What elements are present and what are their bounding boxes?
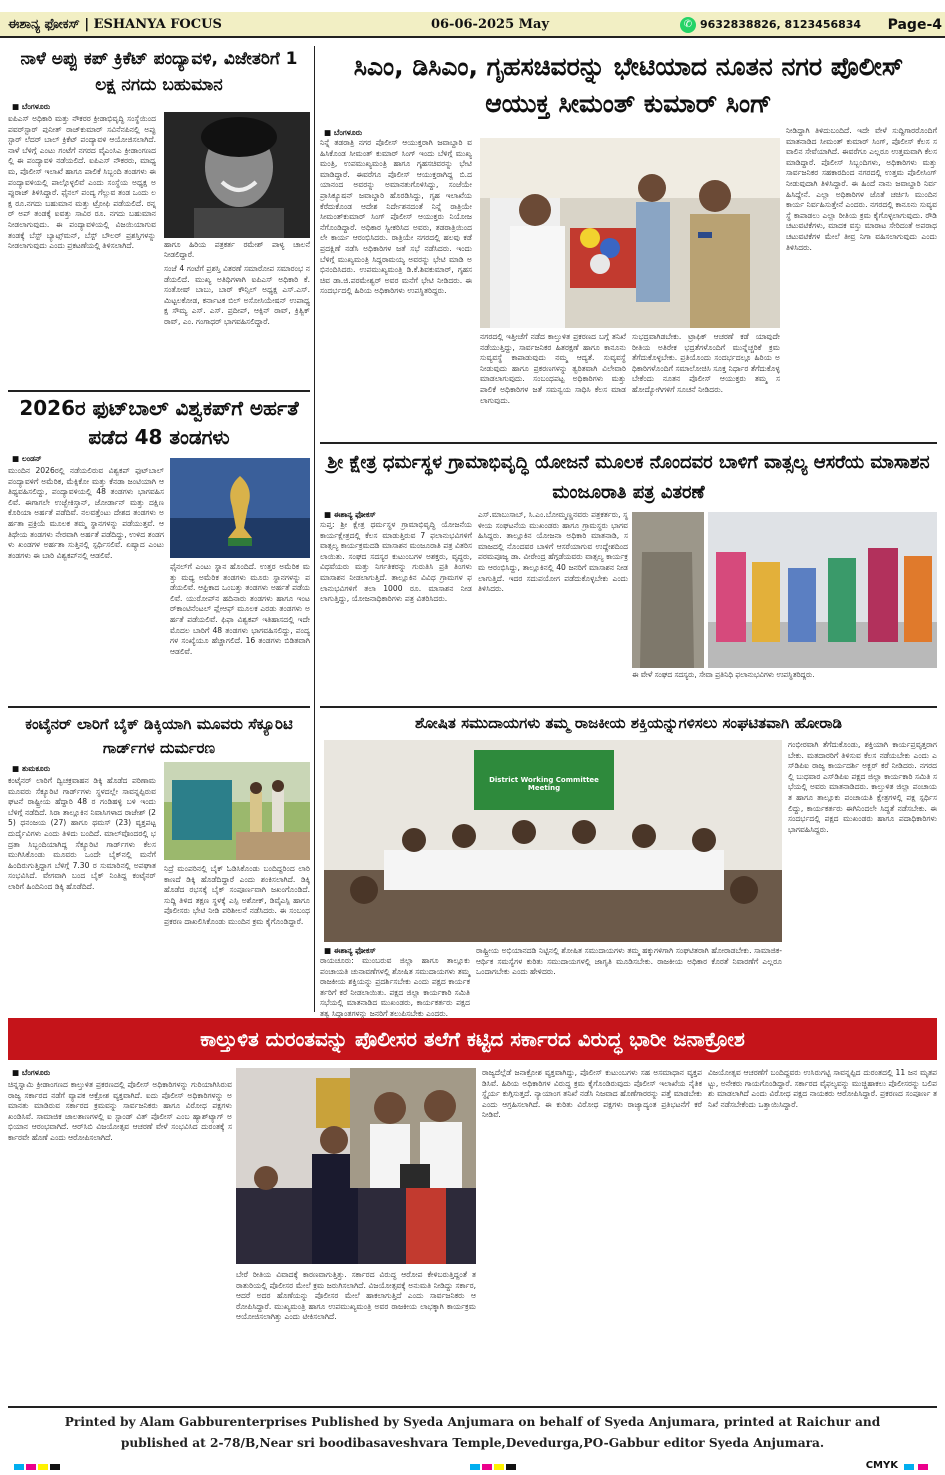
- cmyk-label: CMYK: [865, 1460, 898, 1471]
- dharmasthala-body-1: ಸುಪ್ತ: ಶ್ರೀ ಕ್ಷೇತ್ರ ಧರ್ಮಸ್ಥಳ ಗ್ರಾಮಾಭಿವೃದ್ಧಿ ಯೋಜನೆಯ ಕಾರ್ಯಕ್ಷೇತ್ರದಲ್ಲಿ ಕೆಲಸ ಮಾಡುತ್ತಿರುವ 7 ಫಲಾನುಭವಿಗಳಿಗೆ ವಾತ್ಸಲ್ಯ ಕಾರ್ಯಕ್ರಮದಡಿ ಮಾಸಾಶನ ಮಂಜೂರಾತಿ ಪತ್ರ ವಿತರಿಸಲಾಯಿತು. ಸಂಘದ ಸದಸ್ಯರ ಕುಟುಂಬಗಳ ಅಶಕ್ತರು, ವೃದ್ಧರು, ವಿಧವೆಯರು ಮತ್ತು ನಿರ್ಗತಿಕರನ್ನು ಗುರುತಿಸಿ ಪ್ರತಿ ತಿಂಗಳು ಮಾಸಾಶನ ನೀಡಲಾಗುತ್ತಿದೆ. ತಾಲ್ಲೂಕಿನ ವಿವಿಧ ಗ್ರಾಮಗಳ ಫಲಾನುಭವಿಗಳಿಗೆ ತಲಾ 1000 ರೂ. ಮಾಸಾಶನ ನೀಡಲಾಗುತ್ತಿದ್ದು, ಯೋಜನಾಧಿಕಾರಿಗಳು ಪತ್ರ ವಿತರಿಸಿದರು.: [320, 520, 472, 604]
- stampede-dateline: ■ ಬೆಂಗಳೂರು: [12, 1068, 51, 1077]
- cm-dcm-press-image: [350, 1068, 476, 1188]
- divider: [8, 706, 310, 708]
- whatsapp-icon: ✆: [680, 17, 696, 33]
- column-divider: [314, 46, 315, 1012]
- fifa-body-1: ಮುಂದಿನ 2026ರಲ್ಲಿ ನಡೆಯಲಿರುವ ವಿಶ್ವಕಪ್ ಫುಟ್‌ಬಾಲ್ ಪಂದ್ಯಾವಳಿಗೆ ಅಮೆರಿಕ, ಮೆಕ್ಸಿಕೋ ಮತ್ತು ಕೆನಡಾ ಜಂಟಿಯಾಗಿ ಆತಿಥ್ಯವಹಿಸಲಿದ್ದು, ಪಂದ್ಯಾವಳಿಯಲ್ಲಿ 48 ತಂಡಗಳು ಭಾಗವಹಿಸಲಿವೆ. ಈಗಾಗಲೇ ಉಜ್ಬೇಕಿಸ್ತಾನ್, ಜೋರ್ಡಾನ್ ಮತ್ತು ದಕ್ಷಿಣ ಕೊರಿಯಾ ಅರ್ಹತೆ ಪಡೆದಿವೆ. ನಲವತ್ತೆಂಟು ದೇಶದ ತಂಡಗಳು ಅರ್ಹತಾ ಪ್ರಕ್ರಿಯೆ ಮೂಲಕ ತಮ್ಮ ಸ್ಥಾನಗಳನ್ನು ಪಡೆಯುತ್ತವೆ. ಆತಿಥೇಯ ತಂಡಗಳು ನೇರವಾಗಿ ಅರ್ಹತೆ ಪಡೆದಿದ್ದು, ಉಳಿದ ತಂಡಗಳು ಖಂಡಗಳ ಅರ್ಹತಾ ಸುತ್ತಿನಲ್ಲಿ ಸ್ಪರ್ಧಿಸಲಿವೆ. ಏಷ್ಯಾದ ಎಂಟು ತಂಡಗಳು ಈ ಬಾರಿ ವಿಶ್ವಕಪ್‌ನಲ್ಲಿ ಆಡಲಿವೆ.: [8, 466, 164, 560]
- dharmasthala-photo-2: [708, 512, 937, 668]
- stampede-photo-leaders: [350, 1068, 476, 1188]
- printer-imprint: Printed by Alam Gabburenterprises Published by Syeda Anjumara on behalf of Syeda Anjumara, printed at Raichur and published at 2-78/B,Near sri boodibasaveshvara Temple,Devedurga,PO-Gabbur editor Syeda Anjumara.: [64, 1415, 881, 1450]
- container-dateline: ■ ತುಮಕೂರು: [12, 764, 51, 773]
- container-body-1: ಕಂಟೈನರ್ ಲಾರಿಗೆ ದ್ವಿಚಕ್ರವಾಹನ ಡಿಕ್ಕಿ ಹೊಡೆದ ಪರಿಣಾಮ ಮೂವರು ಸೆಕ್ಯೂರಿಟಿ ಗಾರ್ಡ್‌ಗಳು ಸ್ಥಳದಲ್ಲೇ ಸಾವನ್ನಪ್ಪಿರುವ ಘಟನೆ ರಾಷ್ಟ್ರೀಯ ಹೆದ್ದಾರಿ 48 ರ ಗಂಡಿಹಳ್ಳಿ ಬಳಿ ಇಂದು ಬೆಳಿಗ್ಗೆ ನಡೆದಿದೆ. ಸಿರಾ ತಾಲ್ಲೂಕಿನ ನಿವಾಸಿಗಳಾದ ರಾಜೇಶ್ (25) ಧನಂಜಯ (27) ಹಾಗೂ ಥಮಸ್ (23) ವ್ಯಕ್ತಪಟ್ಟ ದುರ್ದೈವಿಗಳು ಎಂದು ತಿಳಿದು ಬಂದಿದೆ. ಮಾಲ್‌ವೊಂದರಲ್ಲಿ ಭದ್ರತಾ ಸಿಬ್ಬಂದಿಯಾಗಿದ್ದ ಸೆಕ್ಯೂರಿಟಿ ಗಾರ್ಡ್‌ಗಳು ಕೆಲಸ ಮುಗಿಸಿಕೊಂಡು ಮೂವರು ಒಂದೇ ಬೈಕ್‌ನಲ್ಲಿ ಮನೆಗೆ ಹಿಂದಿರುಗುತ್ತಿದ್ದಾಗ ಬೆಳಿಗ್ಗೆ 7.30 ರ ಸುಮಾರಿನಲ್ಲಿ ಅಪಘಾತ ಸಂಭವಿಸಿದೆ. ವೇಗವಾಗಿ ಬಂದ ಬೈಕ್ ನಿಂತಿದ್ದ ಕಂಟೈನರ್ ಲಾರಿಗೆ ಹಿಂದಿನಿಂದ ಡಿಕ್ಕಿ ಹೊಡೆದಿದೆ.: [8, 776, 156, 891]
- cricket-photo-puneeth: [164, 112, 310, 238]
- cricket-dateline: ■ ಬೆಂಗಳೂರು: [12, 102, 51, 111]
- police-headline: ಸಿಎಂ, ಡಿಸಿಎಂ, ಗೃಹಸಚಿವರನ್ನು ಭೇಟಿಯಾದ ನೂತನ ನಗರ ಪೊಲೀಸ್ ಆಯುಕ್ತ ಸೀಮಂತ್ ಕುಮಾರ್ ಸಿಂಗ್: [353, 52, 904, 118]
- issue-date: 06-06-2025 May: [430, 17, 550, 32]
- footer-divider: [8, 1406, 937, 1408]
- dharmasthala-headline: ಶ್ರೀ ಕ್ಷೇತ್ರ ಧರ್ಮಸ್ಥಳ ಗ್ರಾಮಾಭಿವೃದ್ಧಿ ಯೋಜನೆ ಮೂಲಕ ನೊಂದವರ ಬಾಳಿಗೆ ವಾತ್ಸಲ್ಯ ಆಸರೆಯ ಮಾಸಾಶನ ಮಂಜೂರಾತಿ ಪತ್ರ ವಿತರಣೆ: [327, 452, 930, 503]
- cricket-body-2: ಸಂಜೆ 4 ಗಂಟೆಗೆ ಪ್ರಶಸ್ತಿ ವಿತರಣೆ ಸಮಾರೋಪ ಸಮಾರಂಭ ನಡೆಯಲಿದೆ. ಮುಖ್ಯ ಅತಿಥಿಗಳಾಗಿ ಐಪಿಎಸ್ ಅಧಿಕಾರಿ ಕೆ. ಸಂತೋಷ್ ಬಾಬು, ಬಾರ್ ಕೌನ್ಸಿಲ್ ಅಧ್ಯಕ್ಷ ಎಸ್.ಎಸ್. ಮಿಟ್ಟಲಕೋಡ, ಕರ್ನಾಟಕ ಬಿಲ್ ಅಸೋಸಿಯೇಷನ್ ಉಪಾಧ್ಯಕ್ಷ ಸೌಮ್ಯ ಎಸ್. ಎಸ್. ಪ್ರದೀಪ್, ಆಕ್ಸಿನ್ ರಾವ್, ಕ್ರಿತ್ವಿಕ್ ರಾವ್, ಎಂ. ಗಂಗಾಧರ್ ಭಾಗವಹಿಸಲಿದ್ದಾರೆ.: [164, 264, 310, 326]
- container-headline: ಕಂಟೈನರ್ ಲಾರಿಗೆ ಬೈಕ್ ಡಿಕ್ಕಿಯಾಗಿ ಮೂವರು ಸೆಕ್ಯೂರಿಟಿ ಗಾರ್ಡ್‌ಗಳ ದುರ್ಮರಣ: [25, 715, 293, 757]
- logo-en: ESHANYA FOCUS: [93, 17, 222, 32]
- registration-mark: [904, 1464, 914, 1470]
- masthead-logo: ಈಶಾನ್ಯ ಫೋಕಸ್ | ESHANYA FOCUS: [8, 17, 222, 32]
- fifa-headline: 2026ರ ಫುಟ್‌ಬಾಲ್ ವಿಶ್ವಕಪ್‌ಗೆ ಅರ್ಹತೆ ಪಡೆದ 48 ತಂಡಗಳು: [19, 396, 299, 449]
- cricket-caption: ಹಾಗೂ ಹಿರಿಯ ಪತ್ರಕರ್ತ ರಮೇಶ್ ಪಾಳ್ಯ ಚಾಲನೆ ನೀಡಲಿದ್ದಾರೆ.: [164, 240, 310, 259]
- divider: [320, 706, 937, 708]
- cricket-headline: ನಾಳೆ ಅಪ್ಪು ಕಪ್ ಕ್ರಿಕೆಟ್ ಪಂದ್ಯಾವಳಿ, ವಿಜೇತರಿಗೆ 1 ಲಕ್ಷ ನಗದು ಬಹುಮಾನ: [20, 49, 298, 95]
- dharmasthala-photo-1: [632, 512, 704, 668]
- exploited-body-1: ರಾಯಚೂರು: ಮುಂಬರುವ ಜಿಲ್ಲಾ ಹಾಗೂ ತಾಲ್ಲೂಕು ಪಂಚಾಯತಿ ಚುನಾವಣೆಗಳಲ್ಲಿ ಶೋಷಿತ ಸಮುದಾಯಗಳು ತಮ್ಮ ರಾಜಕೀಯ ಶಕ್ತಿಯನ್ನು ಪ್ರದರ್ಶಿಸಬೇಕು ಎಂದು ಪಕ್ಷದ ಕಾರ್ಯಕರ್ತರಿಗೆ ಕರೆ ನೀಡಲಾಯಿತು. ಪಕ್ಷದ ಜಿಲ್ಲಾ ಕಾರ್ಯಕಾರಿ ಸಮಿತಿ ಸಭೆಯಲ್ಲಿ ಮಾತನಾಡಿದ ಮುಖಂಡರು, ಕಾರ್ಯಕರ್ತರು ಪಕ್ಷದ ತತ್ವ ಸಿದ್ಧಾಂತಗಳನ್ನು ಜನರಿಗೆ ತಲುಪಿಸಬೇಕು ಎಂದರು.: [320, 956, 470, 1018]
- logo-text: ಈಶಾನ್ಯ ಫೋಕಸ್: [8, 17, 80, 32]
- registration-mark: [14, 1464, 24, 1470]
- dharmasthala-article: [320, 446, 937, 704]
- police-dateline: ■ ಬೆಂಗಳೂರು: [324, 128, 363, 137]
- fifa-article: [8, 394, 310, 704]
- page-number: Page-4: [887, 17, 942, 33]
- exploited-meeting-photo: [324, 740, 782, 942]
- cricket-body-1: ಐಪಿಎಸ್ ಅಧಿಕಾರಿ ಮತ್ತು ನೌಕರರ ಕ್ರೀಡಾಭಿವೃದ್ಧಿ ಸಂಸ್ಥೆಯಿಂದ ಪವರ್‌ಸ್ಟಾರ್ ಪುನೀತ್ ರಾಜ್‌ಕುಮಾರ್ ಸವಿನೆನಪಿನಲ್ಲಿ ಅಪ್ಪು ಸ್ಟಾರ್ ಲೆದರ್ ಬಾಲ್ ಕ್ರಿಕೆಟ್ ಪಂದ್ಯಾವಳಿ ಆಯೋಜಿಸಲಾಗಿದೆ. ನಾಳೆ ಬೆಳಿಗ್ಗೆ ಎಂಟು ಗಂಟೆಗೆ ನಗರದ ವೈಎಂಸಿಎ ಕ್ರೀಡಾಂಗಣದಲ್ಲಿ ಈ ಪಂದ್ಯಾವಳಿ ನಡೆಯಲಿದೆ. ಐಪಿಎಸ್ ನೌಕರರು, ಮಾಧ್ಯಮ, ಪೊಲೀಸ್ ಇಲಾಖೆ ಹಾಗೂ ಪಾಲಿಕೆ ಸಿಬ್ಬಂದಿ ತಂಡಗಳು ಈ ಪಂದ್ಯಾವಳಿಯಲ್ಲಿ ಪಾಲ್ಗೊಳ್ಳಲಿವೆ ಎಂದು ಸಂಸ್ಥೆಯ ಅಧ್ಯಕ್ಷ ಅಪ್ಪುರಾಜ್ ತಿಳಿಸಿದ್ದಾರೆ. ಫೈನಲ್ ಪಂದ್ಯ ಗೆಲ್ಲುವ ತಂಡ ಒಂದು ಲಕ್ಷ ರೂ.ನಗದು ಬಹುಮಾನ ಮತ್ತು ಟ್ರೋಫಿ ಪಡೆಯಲಿದೆ. ರನ್ನರ್ ಅಪ್ ತಂಡಕ್ಕೆ ಐವತ್ತು ಸಾವಿರ ರೂ. ನಗದು ಬಹುಮಾನ ನೀಡಲಾಗುವುದು. ಈ ಪಂದ್ಯಾವಳಿಯಲ್ಲಿ ವಿಜಯಿಯಾಗುವ ತಂಡಕ್ಕೆ ಬೆಸ್ಟ್ ಬ್ಯಾಟ್ಸ್‌ಮನ್, ಬೆಸ್ಟ್ ಬೌಲರ್ ಪ್ರಶಸ್ತಿಗಳನ್ನು ನೀಡಲಾಗುವುದು ಎಂದು ಪ್ರಕಟಣೆಯಲ್ಲಿ ತಿಳಿಸಲಾಗಿದೆ.: [8, 114, 156, 251]
- stampede-body-3: ರಾಜ್ಯದೆಲ್ಲೆಡೆ ಜನಾಕ್ರೋಶ ವ್ಯಕ್ತವಾಗಿದ್ದು, ಪೊಲೀಸ್ ಕುಟುಂಬಗಳು ಸಹ ಅಸಮಾಧಾನ ವ್ಯಕ್ತಪಡಿಸಿವೆ. ಹಿರಿಯ ಅಧಿಕಾರಿಗಳ ವಿರುದ್ಧ ಕ್ರಮ ಕೈಗೊಂಡಿರುವುದು ಪೊಲೀಸ್ ಇಲಾಖೆಯ ನೈತಿಕ ಸ್ಥೈರ್ಯ ಕುಗ್ಗಿಸುತ್ತದೆ. ನ್ಯಾಯಾಂಗ ತನಿಖೆ ನಡೆಸಿ ನಿಜವಾದ ಹೊಣೆಗಾರರನ್ನು ಪತ್ತೆ ಮಾಡಬೇಕು ಎಂದು ಆಗ್ರಹಿಸಲಾಗಿದೆ. ಈ ಕುರಿತು ವಿರೋಧ ಪಕ್ಷಗಳು ರಾಜ್ಯಾದ್ಯಂತ ಪ್ರತಿಭಟನೆಗೆ ಕರೆ ನೀಡಿವೆ.: [482, 1068, 702, 1120]
- container-accident-photo: [164, 762, 310, 860]
- divider: [320, 442, 937, 444]
- registration-mark: [38, 1464, 48, 1470]
- world-cup-trophy-image: [170, 458, 310, 558]
- contact-phones: 9632838826, 8123456834: [700, 18, 862, 31]
- police-body-4: ಸುಭದ್ರವಾಗಿಡಬೇಕು. ಟ್ರಾಫಿಕ್ ಆಚರಣೆ ಕಡೆ ಯಾವುದೇ ರೀತಿಯ ಅತಿರೇಕ ಭದ್ರತೆಗಳೊಂದಿಗೆ ಮುನ್ನೆಚ್ಚರಿಕೆ ಕ್ರಮ ತೆಗೆದುಕೊಳ್ಳಬೇಕು. ಪ್ರತಿಯೊಂದು ಸಂದರ್ಭದಲ್ಲೂ ಹಿರಿಯ ಅಧಿಕಾರಿಗಳೊಂದಿಗೆ ಸಮಾಲೋಚಿಸಿ ಸೂಕ್ತ ನಿರ್ಧಾರ ತೆಗೆದುಕೊಳ್ಳಬೇಕೆಂದು ನೂತನ ಪೊಲೀಸ್ ಆಯುಕ್ತರು ತಮ್ಮ ಸಹೋದ್ಯೋಗಿಗಳಿಗೆ ಸೂಚನೆ ನೀಡಿದರು.: [632, 332, 780, 394]
- stampede-article: [8, 1066, 937, 1402]
- meeting-banner-text: District Working Committee Meeting: [489, 776, 599, 792]
- registration-mark: [506, 1464, 516, 1470]
- registration-mark: [918, 1464, 928, 1470]
- fifa-dateline: ■ ಲಂಡನ್: [12, 454, 42, 463]
- stampede-headline: ಕಾಲ್ತುಳಿತ ದುರಂತವನ್ನು ಪೊಲೀಸರ ತಲೆಗೆ ಕಟ್ಟಿದ ಸರ್ಕಾರದ ವಿರುದ್ಧ ಭಾರೀ ಜನಾಕ್ರೋಶ: [200, 1027, 745, 1051]
- container-article: [8, 712, 310, 1012]
- divider: [8, 390, 310, 392]
- exploited-body-2: ರಾಷ್ಟ್ರೀಯ ಅಭಿಯಾನದಡಿ ನಿಟ್ಟಿನಲ್ಲಿ ಶೋಷಿತ ಸಮುದಾಯಗಳು ತಮ್ಮ ಹಕ್ಕುಗಳಿಗಾಗಿ ಸಂಘಟಿತರಾಗಿ ಹೋರಾಡಬೇಕು. ಸಾಮಾಜಿಕ-ಆರ್ಥಿಕ ಸಮಸ್ಯೆಗಳ ಕುರಿತು ಸಮುದಾಯಗಳಲ್ಲಿ ಜಾಗೃತಿ ಮೂಡಿಸಬೇಕು. ರಾಜಕೀಯ ಅಧಿಕಾರ ಕೊರತೆ ನಿವಾರಣೆಗೆ ಎಲ್ಲರೂ ಒಂದಾಗಬೇಕು ಎಂದು ಹೇಳಿದರು.: [476, 946, 782, 977]
- accident-scene-image: [164, 762, 310, 860]
- dharmasthala-body-2: ಎಸ್.ಮಾಬುಸಾಬ್, ಸಿ.ಎಂ.ಬೋಮ್ಮಣ್ಣನವರು ಪತ್ರಕರ್ತರು, ಸ್ಥಳೀಯ ಸಂಘಟನೆಯ ಮುಖಂಡರು ಹಾಗೂ ಗ್ರಾಮಸ್ಥರು ಭಾಗವಹಿಸಿದ್ದರು. ತಾಲ್ಲೂಕಿನ ಯೋಜನಾ ಅಧಿಕಾರಿ ಮಾತನಾಡಿ, ಸಮಾಜದಲ್ಲಿ ನೊಂದವರ ಬಾಳಿಗೆ ಆಸರೆಯಾಗುವ ಉದ್ದೇಶದಿಂದ ಪರಮಪೂಜ್ಯ ಡಾ. ವೀರೇಂದ್ರ ಹೆಗ್ಗಡೆಯವರು ವಾತ್ಸಲ್ಯ ಕಾರ್ಯಕ್ರಮ ಆರಂಭಿಸಿದ್ದು, ತಾಲ್ಲೂಕಿನಲ್ಲಿ 40 ಜನರಿಗೆ ಮಾಸಾಶನ ನೀಡಲಾಗುತ್ತಿದೆ. ಇದರ ಸದುಪಯೋಗ ಪಡೆದುಕೊಳ್ಳಬೇಕು ಎಂದು ತಿಳಿಸಿದರು.: [478, 510, 628, 594]
- beneficiaries-group-image: [708, 512, 937, 668]
- dharmasthala-dateline: ■ ಈಶಾನ್ಯ ಫೋಕಸ್: [324, 510, 376, 519]
- stampede-body-4: ವಿಜಯೋತ್ಸವ ಆಚರಣೆಗೆ ಬಂದಿದ್ದವರು ಉಸಿರುಗಟ್ಟಿ ಸಾವನ್ನಪ್ಪಿದ ದುರಂತದಲ್ಲಿ 11 ಜನ ಮೃತಪಟ್ಟು, ಅನೇಕರು ಗಾಯಗೊಂಡಿದ್ದಾರೆ. ಸರ್ಕಾರದ ವೈಫಲ್ಯವನ್ನು ಮುಚ್ಚಿಹಾಕಲು ಪೊಲೀಸರನ್ನು ಬಲಿಪಶು ಮಾಡಲಾಗಿದೆ ಎಂದು ವಿರೋಧ ಪಕ್ಷದ ನಾಯಕರು ಆರೋಪಿಸಿದ್ದಾರೆ. ಪ್ರಕರಣದ ಸಂಪೂರ್ಣ ತನಿಖೆ ನಡೆಸಬೇಕೆಂದು ಒತ್ತಾಯಿಸಿದ್ದಾರೆ.: [708, 1068, 937, 1109]
- elderly-woman-image: [632, 512, 704, 668]
- committee-meeting-image: [324, 740, 782, 942]
- puneeth-portrait: [164, 112, 310, 238]
- exploited-article: [320, 710, 937, 1018]
- exploited-headline: ಶೋಷಿತ ಸಮುದಾಯಗಳು ತಮ್ಮ ರಾಜಕೀಯ ಶಕ್ತಿಯನ್ನುಗಳಿಸಲು ಸಂಘಟಿತವಾಗಿ ಹೋರಾಡಿ: [414, 714, 843, 732]
- cricket-article: [8, 46, 310, 388]
- dharmasthala-caption: ಈ ವೇಳೆ ಸಂಘದ ಸದಸ್ಯರು, ಸೇವಾ ಪ್ರತಿನಿಧಿ ಫಲಾನುಭವಿಗಳು ಉಪಸ್ಥಿತರಿದ್ದರು.: [632, 670, 815, 679]
- police-body-2: ನಗರದಲ್ಲಿ ಇತ್ತೀಚೆಗೆ ನಡೆದ ಕಾಲ್ತುಳಿತ ಪ್ರಕರಣದ ಬಗ್ಗೆ ತನಿಖೆ ನಡೆಯುತ್ತಿದ್ದು, ಸಾರ್ವಜನಿಕರ ಹಿತರಕ್ಷಣೆ ಹಾಗೂ ಕಾನೂನು ಸುವ್ಯವಸ್ಥೆ ಕಾಪಾಡುವುದು ನಮ್ಮ ಆದ್ಯತೆ. ಸುವ್ಯವಸ್ಥೆ ನೀಡುವುದು ಹಾಗೂ ಪ್ರಕರಣಗಳನ್ನು ತ್ವರಿತವಾಗಿ ವಿಲೇವಾರಿ ಮಾಡಲಾಗುವುದು. ಸಂಬಂಧಪಟ್ಟ ಅಧಿಕಾರಿಗಳು ಮತ್ತು ಪಾಲಿಕೆ ಅಧಿಕಾರಿಗಳ ಜತೆ ಸಮನ್ವಯ ಸಾಧಿಸಿ ಕೆಲಸ ಮಾಡಲಾಗುವುದು.: [480, 332, 626, 405]
- cm-meeting-image: [480, 138, 780, 328]
- registration-mark: [482, 1464, 492, 1470]
- exploited-body-3: ಗಂಭೀರವಾಗಿ ತೆಗೆದುಕೊಂಡು, ಶಕ್ತಿಯಾಗಿ ಕಾರ್ಯಪ್ರವೃತ್ತರಾಗಬೇಕು. ಮತದಾರರಿಗೆ ತಿಳಿಸುವ ಕೆಲಸ ನಡೆಯಬೇಕು ಎಂದು ಎಸ್‌ಡಿಪಿಐ ರಾಜ್ಯ ಕಾರ್ಯದರ್ಶಿ ಅಕ್ಬರ್ ಕರೆ ನೀಡಿದರು. ನಗರದಲ್ಲಿ ಬುಧವಾರ ಎಸ್‌ಡಿಪಿಐ ಪಕ್ಷದ ಜಿಲ್ಲಾ ಕಾರ್ಯಕಾರಿ ಸಮಿತಿ ಸಭೆಯಲ್ಲಿ ಅವರು ಮಾತನಾಡಿದರು. ಕಾಲ್ತುಳಿತ ಜಿಲ್ಲಾ ಪಂಚಾಯತ ಹಾಗೂ ತಾಲ್ಲೂಕು ಪಂಚಾಯತಿ ಕ್ಷೇತ್ರಗಳಲ್ಲಿ ಪಕ್ಷ ಸ್ಪರ್ಧಿಸಲಿದ್ದು, ಕಾರ್ಯಕರ್ತರು ಈಗಿನಿಂದಲೇ ಸಿದ್ಧತೆ ನಡೆಸಬೇಕು. ಈ ಸಂದರ್ಭದಲ್ಲಿ ಪಕ್ಷದ ಮುಖಂಡರು ಹಾಗೂ ಪದಾಧಿಕಾರಿಗಳು ಭಾಗವಹಿಸಿದ್ದರು.: [788, 740, 937, 834]
- container-body-2: ನಿದ್ರೆ ಮಂಪರಿನಲ್ಲಿ ಬೈಕ್ ಓಡಿಸಿಕೊಂಡು ಬಂದಿದ್ದರಿಂದ ಲಾರಿ ಕಾಣದೆ ಡಿಕ್ಕಿ ಹೊಡೆದಿದ್ದಾರೆ ಎಂದು ಶಂಕಿಸಲಾಗಿದೆ. ಡಿಕ್ಕಿ ಹೊಡೆದ ರಭಸಕ್ಕೆ ಬೈಕ್ ಸಂಪೂರ್ಣವಾಗಿ ಜಖಂಗೊಂಡಿದೆ. ಸುದ್ದಿ ತಿಳಿದ ತಕ್ಷಣ ಸ್ಥಳಕ್ಕೆ ಎಸ್ಪಿ ಅಶೋಕ್, ಡಿವೈಎಸ್ಪಿ ಹಾಗೂ ಪೊಲೀಸರು ಭೇಟಿ ನೀಡಿ ಪರಿಶೀಲನೆ ನಡೆಸಿದರು. ಈ ಸಂಬಂಧ ಪ್ರಕರಣ ದಾಖಲಿಸಿಕೊಂಡು ಮುಂದಿನ ಕ್ರಮ ಕೈಗೊಂಡಿದ್ದಾರೆ.: [164, 864, 310, 926]
- fifa-body-2: ಫೈನಲ್‌ಗೆ ಎಂಟು ಸ್ಥಾನ ಹೊಂದಿದೆ. ಉತ್ತರ ಅಮೆರಿಕ ಮತ್ತು ಮಧ್ಯ ಅಮೆರಿಕ ತಂಡಗಳು ಮೂರು ಸ್ಥಾನಗಳನ್ನು ಪಡೆಯಲಿವೆ. ಆಫ್ರಿಕಾದ ಒಂಬತ್ತು ತಂಡಗಳು ಅರ್ಹತೆ ಪಡೆಯಲಿವೆ. ಯುರೋಪ್‌ನ ಹದಿನಾರು ತಂಡಗಳು ಹಾಗೂ ಇಂಟರ್‌ಕಾಂಟಿನೆಂಟಲ್ ಪ್ಲೇಆಫ್ ಮೂಲಕ ಎರಡು ತಂಡಗಳು ಅರ್ಹತೆ ಪಡೆಯಲಿವೆ. ಫಿಫಾ ವಿಶ್ವಕಪ್ ಇತಿಹಾಸದಲ್ಲಿ ಇದೇ ಮೊದಲ ಬಾರಿಗೆ 48 ತಂಡಗಳು ಭಾಗವಹಿಸಲಿದ್ದು, ಪಂದ್ಯಗಳ ಸಂಖ್ಯೆಯೂ ಹೆಚ್ಚಾಗಲಿದೆ. 16 ತಂಡಗಳು ಬಿಡಿತವಾಗಿ ಆಡಲಿವೆ.: [170, 562, 310, 656]
- stampede-body-2: ಬೇರೆ ರೀತಿಯ ವಿವಾದಕ್ಕೆ ಕಾರಣವಾಗುತ್ತಿತ್ತು. ಸರ್ಕಾರದ ವಿರುದ್ಧ ಆರೋಪ ಕೇಳಿಬರುತ್ತಿದ್ದಂತೆ ತರಾತುರಿಯಲ್ಲಿ ಪೊಲೀಸರ ಮೇಲೆ ಕ್ರಮ ಜರುಗಿಸಲಾಗಿದೆ. ವಿಜಯೋತ್ಸವಕ್ಕೆ ಅನುಮತಿ ನೀಡಿದ್ದು ಸರ್ಕಾರ, ಆದರೆ ಅದರ ಹೊಣೆಯನ್ನು ಪೊಲೀಸರ ಮೇಲೆ ಹಾಕಲಾಗುತ್ತಿದೆ ಎಂದು ಸಾರ್ವಜನಿಕರು ಆರೋಪಿಸಿದ್ದಾರೆ. ಮುಖ್ಯಮಂತ್ರಿ ಹಾಗೂ ಉಪಮುಖ್ಯಮಂತ್ರಿ ಅವರ ರಾಜಕೀಯ ಲಾಭಕ್ಕಾಗಿ ಕಾರ್ಯಕ್ರಮ ಆಯೋಜಿಸಲಾಗಿತ್ತು ಎಂದು ಟೀಕಿಸಲಾಗಿದೆ.: [236, 1270, 476, 1322]
- registration-mark: [470, 1464, 480, 1470]
- registration-mark: [26, 1464, 36, 1470]
- stampede-body-1: ಚಿನ್ನಸ್ವಾಮಿ ಕ್ರೀಡಾಂಗಣದ ಕಾಲ್ತುಳಿತ ಪ್ರಕರಣದಲ್ಲಿ ಪೊಲೀಸ್ ಅಧಿಕಾರಿಗಳನ್ನು ಗುರಿಯಾಗಿಸಿರುವ ರಾಜ್ಯ ಸರ್ಕಾರದ ನಡೆಗೆ ವ್ಯಾಪಕ ಆಕ್ರೋಶ ವ್ಯಕ್ತವಾಗಿದೆ. ಐದು ಪೊಲೀಸ್ ಅಧಿಕಾರಿಗಳನ್ನು ಅಮಾನತು ಮಾಡಿರುವ ಸರ್ಕಾರದ ಕ್ರಮವನ್ನು ಸಾರ್ವಜನಿಕರು ಹಾಗೂ ವಿರೋಧ ಪಕ್ಷಗಳು ಖಂಡಿಸಿವೆ. ಸಾಮಾಜಿಕ ಜಾಲತಾಣಗಳಲ್ಲಿ ಐ ಸ್ಟಾಂಡ್ ವಿತ್ ಪೊಲೀಸ್ ಎಂಬ ಹ್ಯಾಶ್‌ಟ್ಯಾಗ್ ಅಭಿಯಾನ ಆರಂಭವಾಗಿದೆ. ಆರ್‌ಸಿಬಿ ವಿಜಯೋತ್ಸವ ಆಚರಣೆ ವೇಳೆ ಸಂಭವಿಸಿದ ದುರಂತಕ್ಕೆ ಸರ್ಕಾರವೇ ಹೊಣೆ ಎಂದು ಆರೋಪಿಸಲಾಗಿದೆ.: [8, 1080, 232, 1142]
- police-article: [320, 46, 937, 438]
- fifa-photo-trophy: [170, 458, 310, 558]
- police-body-3: ನೀಡಿದ್ದಾಗಿ ತಿಳಿದುಬಂದಿದೆ. ಇದೇ ವೇಳೆ ಸುದ್ದಿಗಾರರೊಂದಿಗೆ ಮಾತನಾಡಿದ ಸೀಮಂತ್ ಕುಮಾರ್ ಸಿಂಗ್, ಪೊಲೀಸ್ ಕೆಲಸ ಸವಾಲಿನ ಸೇವೆಯಾಗಿದೆ. ಈವರೆಗೂ ಎಲ್ಲರೂ ಉತ್ತಮವಾಗಿ ಕೆಲಸ ಮಾಡಿದ್ದಾರೆ. ಪೊಲೀಸ್ ಸಿಬ್ಬಂದಿಗಳು, ಅಧಿಕಾರಿಗಳು ಮತ್ತು ಸಾರ್ವಜನಿಕರ ಸಹಕಾರದಿಂದ ನಗರದಲ್ಲಿ ಉತ್ತಮ ಪೊಲೀಸಿಂಗ್ ನೀಡುವುದಾಗಿ ತಿಳಿಸಿದ್ದಾರೆ. ಈ ಹಿಂದೆ ನಾನು ಜವಾಬ್ದಾರಿ ನಿರ್ವಹಿಸಿದ್ದೇನೆ. ಎಲ್ಲಾ ಅಧಿಕಾರಿಗಳ ಜೊತೆ ಚರ್ಚಿಸಿ ಮುಂದಿನ ಕಾರ್ಯ ನಿರ್ವಹಿಸುತ್ತೇನೆ ಎಂದರು. ನಗರದಲ್ಲಿ ಕಾನೂನು ಸುವ್ಯವಸ್ಥೆ ಕಾಪಾಡಲು ಎಲ್ಲಾ ರೀತಿಯ ಕ್ರಮ ಕೈಗೊಳ್ಳಲಾಗುವುದು. ರೌಡಿ ಚಟುವಟಿಕೆಗಳು, ಮಾದಕ ವಸ್ತು ಮಾರಾಟ ಸೇರಿದಂತೆ ಅಪರಾಧ ಚಟುವಟಿಕೆಗಳ ಮೇಲೆ ತೀವ್ರ ನಿಗಾ ವಹಿಸಲಾಗುವುದು ಎಂದು ತಿಳಿಸಿದರು.: [786, 126, 937, 252]
- registration-mark: [494, 1464, 504, 1470]
- police-body-1: ನಿನ್ನೆ ತಡರಾತ್ರಿ ನಗರ ಪೊಲೀಸ್ ಆಯುಕ್ತರಾಗಿ ಜವಾಬ್ದಾರಿ ವಹಿಸಿಕೊಂಡ ಸೀಮಂತ್ ಕುಮಾರ್ ಸಿಂಗ್ ಇಂದು ಬೆಳಿಗ್ಗೆ ಮುಖ್ಯಮಂತ್ರಿ, ಉಪಮುಖ್ಯಮಂತ್ರಿ ಹಾಗೂ ಗೃಹಸಚಿವರನ್ನು ಭೇಟಿ ಮಾಡಿದ್ದಾರೆ. ಈವರೆಗೂ ಪೊಲೀಸ್ ಆಯುಕ್ತರಾಗಿದ್ದ ಬಿ.ದಯಾನಂದ ಅವರನ್ನು ಅಮಾನತುಗೊಳಿಸಿದ್ದು, ಸಂಜೆಯೇ ಪ್ರಾಸಿಕ್ಯೂಷನ್ ಜವಾಬ್ದಾರಿ ಹೊರಡಿಸಿದ್ದು, ಗೃಹ ಇಲಾಖೆಯ ಕೆರೆದುಕೊಂಡ ಆದೇಶ ನಿರ್ದೇಶನದಂತೆ ನಿನ್ನೆ ರಾತ್ರಿಯೇ ಸೀಮಂತ್‌ಕುಮಾರ್ ಸಿಂಗ್ ಪೊಲೀಸ್ ಆಯುಕ್ತರು ನಿಯೋಜನೆಗೊಂಡಿದ್ದಾರೆ. ಅಧಿಕಾರ ಸ್ವೀಕರಿಸಿದ ಅವರು, ತಡರಾತ್ರಿಯಿಂದಲೇ ಕಾರ್ಯ ಆರಂಭಿಸಿದರು. ರಾತ್ರಿಯೇ ನಗರದಲ್ಲಿ ಹಲವು ಕಡೆ ಪ್ರದಕ್ಷಿಣೆ ನಡೆಸಿ ಅಧಿಕಾರಿಗಳ ಜತೆ ಸಭೆ ನಡೆಸಿದರು. ಇಂದು ಬೆಳಿಗ್ಗೆ ಮುಖ್ಯಮಂತ್ರಿ ಸಿದ್ದರಾಮಯ್ಯ ಅವರನ್ನು ಭೇಟಿ ಮಾಡಿ ಅಭಿನಂದಿಸಿದರು. ಉಪಮುಖ್ಯಮಂತ್ರಿ ಡಿ.ಕೆ.ಶಿವಕುಮಾರ್, ಗೃಹಸಚಿವ ಡಾ.ಜಿ.ಪರಮೇಶ್ವರ್ ಅವರ ಮನೆಗೆ ಭೇಟಿ ನೀಡಿದರು. ಈ ಸಂದರ್ಭದಲ್ಲಿ ಹಿರಿಯ ಅಧಿಕಾರಿಗಳು ಉಪಸ್ಥಿತರಿದ್ದರು.: [320, 138, 472, 296]
- exploited-dateline: ■ ಈಶಾನ್ಯ ಫೋಕಸ್: [324, 946, 376, 955]
- police-photo-cm-meeting: [480, 138, 780, 328]
- registration-mark: [50, 1464, 60, 1470]
